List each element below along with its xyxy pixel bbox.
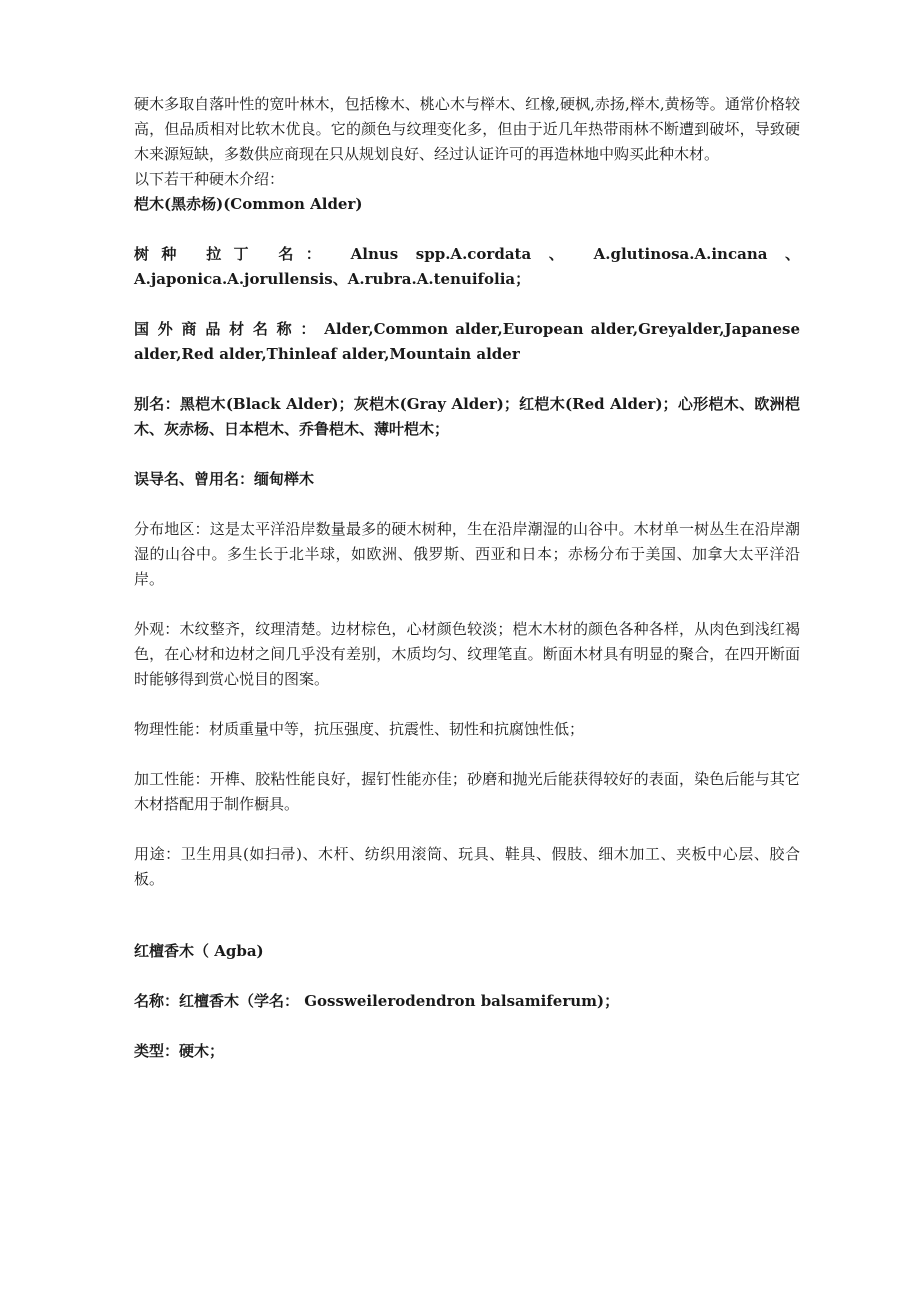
alder-latin-name: 树种 拉丁 名： Alnus spp.A.cordata 、 A.glutinosa.A.incana 、 A.japonica.A.jorullensis、A.rubra.A.tenuifolia； (134, 245, 800, 288)
alder-aliases: 别名：黑桤木(Black Alder)；灰桤木(Gray Alder)；红桤木(Red Alder)；心形桤木、欧洲桤木、灰赤杨、日本桤木、乔鲁桤木、薄叶桤木； (134, 395, 800, 438)
alder-appearance: 外观：木纹整齐，纹理清楚。边材棕色，心材颜色较淡；桤木木材的颜色各种各样，从肉色到浅红褐色，在心材和边材之间几乎没有差别，木质均匀、纹理笔直。断面木材具有明显的聚合，在四开断面时能够得到赏心悦目的图案。 (134, 620, 800, 688)
alder-physical: 物理性能：材质重量中等，抗压强度、抗震性、韧性和抗腐蚀性低； (134, 720, 585, 738)
alder-processing: 加工性能：开榫、胶粘性能良好，握钉性能亦佳；砂磨和抛光后能获得较好的表面，染色后能与其它木材搭配用于制作橱具。 (134, 770, 800, 813)
alder-trade-names: 国 外 商 品 材 名 称 ： Alder,Common alder,European alder,Greyalder,Japanese alder,Red alder,Thinleaf alder,Mountain alder (134, 320, 800, 363)
alder-distribution: 分布地区：这是太平洋沿岸数量最多的硬木树种，生在沿岸潮湿的山谷中。木材单一树丛生在沿岸潮湿的山谷中。多生长于北半球，如欧洲、俄罗斯、西亚和日本；赤杨分布于美国、加拿大太平洋沿岸。 (134, 520, 800, 588)
intro-lead: 以下若干种硬木介绍： (134, 170, 285, 188)
alder-uses: 用途：卫生用具(如扫帚)、木杆、纺织用滚筒、玩具、鞋具、假肢、细木加工、夹板中心层、胶合板。 (134, 845, 800, 888)
alder-misnomer: 误导名、曾用名：缅甸榉木 (134, 470, 315, 488)
document-page (134, 92, 800, 1064)
intro-paragraph: 硬木多取自落叶性的宽叶林木，包括橡木、桃心木与榉木、红橡,硬枫,赤扬,榉木,黄杨等。通常价格较高，但品质相对比软木优良。它的颜色与纹理变化多，但由于近几年热带雨林不断遭到破坏，导致硬木来源短缺，多数供应商现在只从规划良好、经过认证许可的再造林地中购买此种木材。 (134, 95, 800, 163)
agba-name: 名称：红檀香木（学名： Gossweilerodendron balsamiferum)； (134, 992, 620, 1010)
agba-title: 红檀香木（ Agba) (134, 942, 264, 960)
alder-title: 桤木(黑赤杨)(Common Alder) (134, 195, 363, 213)
agba-type: 类型：硬木； (134, 1042, 225, 1060)
